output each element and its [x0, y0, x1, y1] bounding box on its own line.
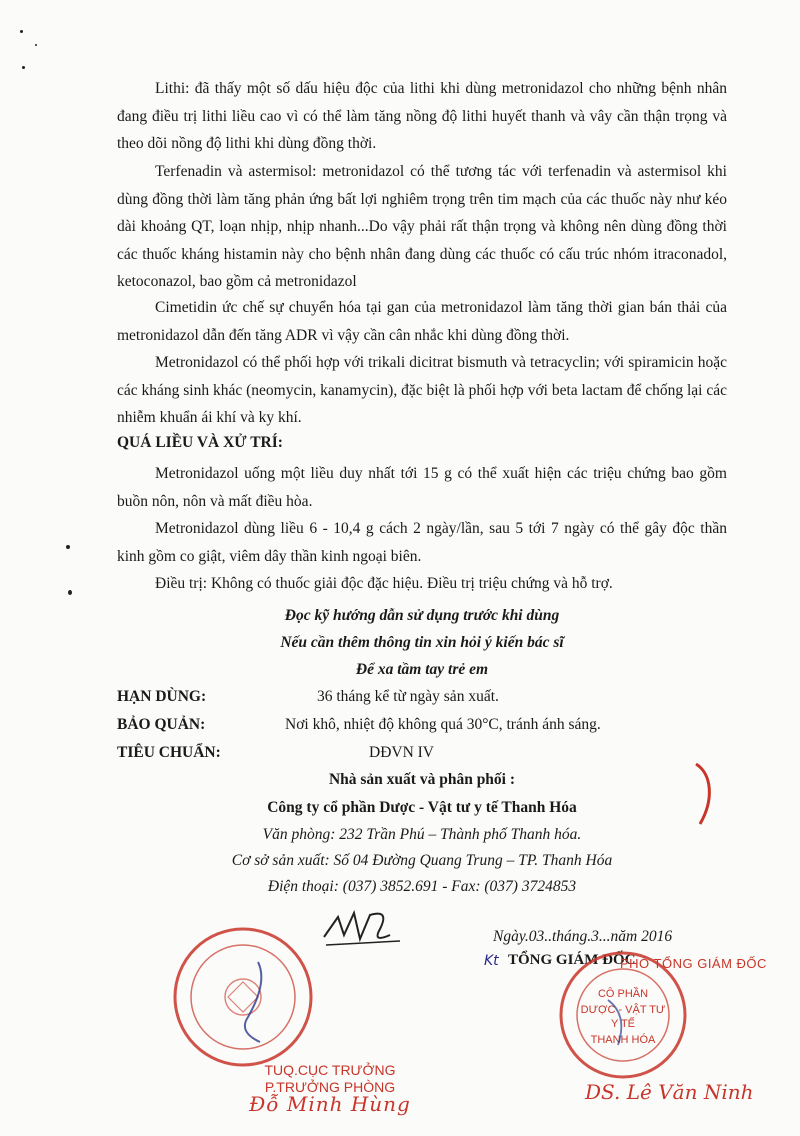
- factory-address: Cơ sở sản xuất: Số 04 Đường Quang Trung – TP. Thanh Hóa: [231, 852, 613, 869]
- warning-keep-away-children: Để xa tầm tay trẻ em: [355, 661, 489, 678]
- warning-ask-doctor: Nếu cần thêm thông tin xin hỏi ý kiến bác sĩ: [280, 634, 564, 651]
- warning-read-instructions: Đọc kỹ hướng dẫn sử dụng trước khi dùng: [284, 607, 560, 624]
- seal-line-4: THANH HÓA: [590, 1034, 656, 1046]
- paragraph-lithi: Lithi: đã thấy một số dấu hiệu độc của lithi khi dùng metronidazol cho những bệnh nhân đang điều trị lithi liều cao vì có thể làm tăng nồng độ lithi huyết thanh và vây cần thận trọng và theo dõi nồng độ lithi khi dùng đồng thời.: [117, 80, 727, 152]
- storage-label: BẢO QUẢN:: [117, 716, 206, 733]
- scan-speck: [66, 545, 70, 549]
- scan-speck: [68, 590, 72, 595]
- handwritten-signature-initials: [320, 905, 410, 950]
- left-official-seal: [168, 922, 318, 1072]
- overdose-heading: QUÁ LIỀU VÀ XỬ TRÍ:: [117, 434, 283, 451]
- left-signer-name: Đỗ Minh Hùng: [249, 1092, 411, 1116]
- scan-speck: [20, 30, 23, 33]
- contact-phone: Điện thoại: (037) 3852.691 - Fax: (037) 3724853: [267, 878, 577, 895]
- paragraph-cimetidin: Cimetidin ức chế sự chuyển hóa tại gan của metronidazol làm tăng thời gian bán thải của metronidazol dẫn đến tăng ADR vì vậy cần cân nhắc khi dùng đồng thời.: [117, 299, 727, 344]
- overdose-paragraph-3: Điều trị: Không có thuốc giải độc đặc hiệu. Điều trị triệu chứng và hỗ trợ.: [155, 575, 613, 592]
- storage-value: Nơi khô, nhiệt độ không quá 30°C, tránh ánh sáng.: [285, 716, 601, 733]
- manufacturer-title: Nhà sản xuất và phân phối :: [328, 771, 516, 788]
- left-stamp-line-1: TUQ.CỤC TRƯỞNG: [264, 1062, 396, 1078]
- signing-date: Ngày.03..tháng.3...năm 2016: [493, 928, 673, 945]
- overdose-paragraph-1: Metronidazol uống một liều duy nhất tới 15 g có thể xuất hiện các triệu chứng bao gồm buồn nôn, nôn và mất điều hòa.: [117, 465, 727, 510]
- right-company-seal: [548, 945, 698, 1085]
- standard-label: TIÊU CHUẨN:: [117, 744, 221, 761]
- seal-line-3: Y TẾ: [610, 1018, 636, 1030]
- shelf-life-value: 36 tháng kể từ ngày sản xuất.: [317, 688, 499, 705]
- scan-speck: [35, 44, 37, 46]
- seal-line-2: DƯỢC - VẬT TƯ: [580, 1004, 666, 1016]
- director-title: TỔNG GIÁM ĐỐC: [508, 952, 636, 968]
- right-signer-name: DS. Lê Văn Ninh: [585, 1080, 754, 1104]
- overdose-paragraph-2: Metronidazol dùng liều 6 - 10,4 g cách 2 ngày/lần, sau 5 tới 7 ngày có thể gây độc thần kinh gồm co giật, viêm dây thần kinh ngoại biên.: [117, 520, 727, 565]
- paragraph-combination: Metronidazol có thể phối hợp với trikali dicitrat bismuth và tetracyclin; với spiramicin hoặc các kháng sinh khác (neomycin, kanamycin), đặc biệt là phối hợp với beta lactam để chống lại các nhiễm khuẩn ái khí và ky khí.: [117, 354, 727, 426]
- seal-line-1: CÔ PHẦN: [597, 988, 649, 1000]
- standard-value: DĐVN IV: [369, 744, 435, 761]
- kt-mark: Kt: [484, 953, 499, 969]
- company-name: Công ty cổ phần Dược - Vật tư y tế Thanh Hóa: [267, 799, 577, 816]
- red-bracket-mark: [690, 760, 720, 830]
- left-signer-block: [220, 1062, 440, 1116]
- paragraph-terfenadin: Terfenadin và astermisol: metronidazol có thể tương tác với terfenadin và astermisol khi dùng đồng thời làm tăng phản ứng bất lợi nghiêm trọng trên tim mạch của các thuốc này như kéo dài khoảng QT, loạn nhịp, nhịp nhanh...Do vậy phải rất thận trọng và không nên dùng đồng thời các thuốc kháng histamin này cho bệnh nhân đang dùng các thuốc có cấu trúc nhóm itraconadol, ketoconazol, bao gồm cả metronidazol: [117, 163, 727, 290]
- shelf-life-label: HẠN DÙNG:: [117, 688, 207, 705]
- left-stamp-line-2: P.TRƯỞNG PHÒNG: [264, 1079, 396, 1095]
- vice-director-stamp: PHÓ TỔNG GIÁM ĐỐC: [620, 956, 767, 971]
- scan-speck: [22, 66, 25, 69]
- office-address: Văn phòng: 232 Trần Phú – Thành phố Thanh hóa.: [262, 826, 582, 843]
